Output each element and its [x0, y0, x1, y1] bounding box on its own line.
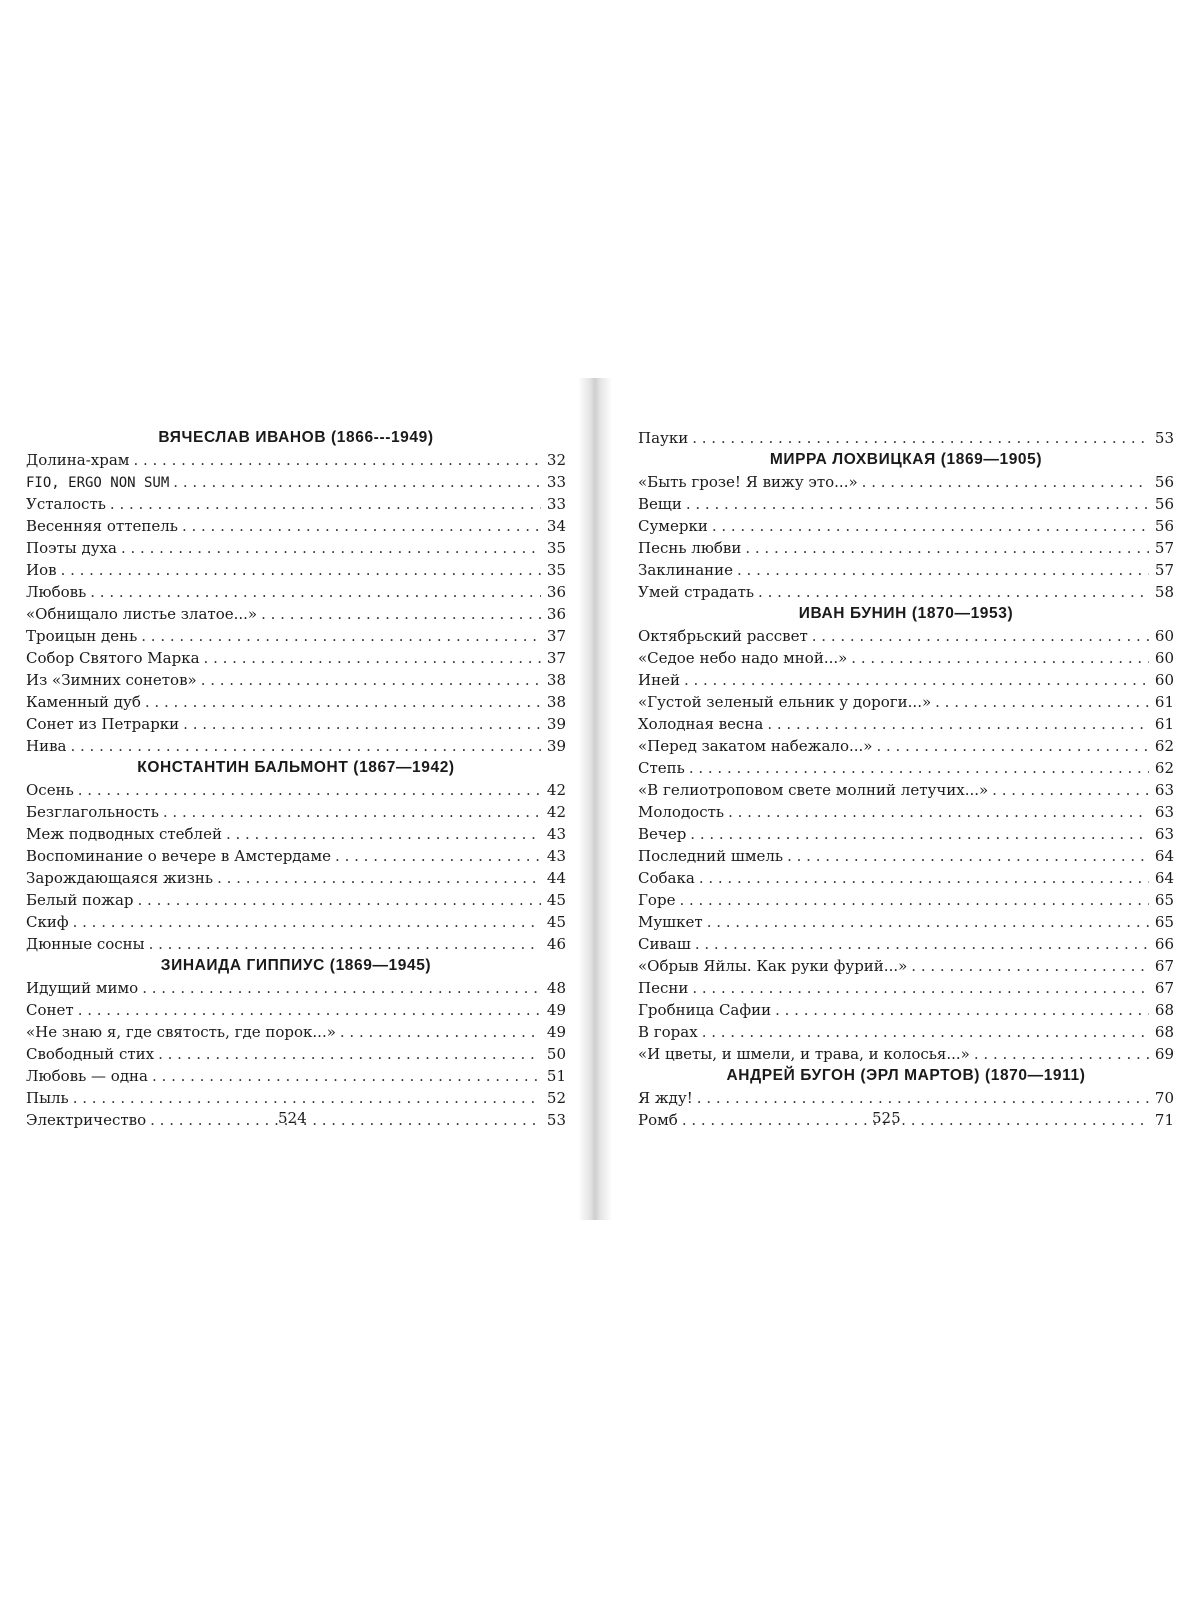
entry-title: Сонет	[26, 1001, 74, 1019]
entry-page: 33	[546, 473, 566, 491]
dot-leader	[699, 867, 1149, 889]
dot-leader	[261, 603, 541, 625]
dot-leader	[78, 999, 541, 1021]
entry-page: 42	[546, 781, 566, 799]
entry-page: 34	[546, 517, 566, 535]
author-heading: АНДРЕЙ БУГОН (ЭРЛ МАРТОВ) (1870—1911)	[726, 1067, 1086, 1084]
entry-title: Скиф	[26, 913, 69, 931]
toc-entry	[638, 669, 1174, 691]
entry-page: 56	[1154, 495, 1174, 513]
entry-title: Иней	[638, 671, 680, 689]
toc-entry	[26, 1021, 566, 1043]
dot-leader	[692, 977, 1149, 999]
dot-leader	[150, 1109, 541, 1131]
entry-page: 45	[546, 913, 566, 931]
dot-leader	[121, 537, 541, 559]
toc-entry	[26, 779, 566, 801]
entry-page: 49	[546, 1023, 566, 1041]
toc-entry	[26, 867, 566, 889]
dot-leader	[812, 625, 1149, 647]
toc-entry	[638, 999, 1174, 1021]
entry-title: «Не знаю я, где святость, где порок...»	[26, 1023, 336, 1041]
left-page	[26, 427, 566, 1131]
author-heading: ВЯЧЕСЛАВ ИВАНОВ (1866---1949)	[158, 429, 434, 446]
toc-entry	[638, 625, 1174, 647]
toc-entry	[26, 625, 566, 647]
right-page	[638, 427, 1174, 1131]
dot-leader	[682, 1109, 1149, 1131]
toc-entry	[26, 713, 566, 735]
toc-entry	[26, 999, 566, 1021]
toc-entry	[26, 911, 566, 933]
dot-leader	[787, 845, 1149, 867]
toc-list	[638, 1087, 1174, 1131]
dot-leader	[689, 757, 1149, 779]
toc-list	[638, 471, 1174, 603]
entry-page: 69	[1154, 1045, 1174, 1063]
entry-title: Безглагольность	[26, 803, 159, 821]
entry-title: Любовь	[26, 583, 87, 601]
book-gutter	[578, 378, 612, 1220]
entry-title: Гробница Сафии	[638, 1001, 772, 1019]
entry-page: 65	[1154, 913, 1174, 931]
entry-title: Октябрьский рассвет	[638, 627, 808, 645]
dot-leader	[133, 449, 540, 471]
entry-title: «В гелиотроповом свете молний летучих...»	[638, 781, 989, 799]
entry-page: 43	[546, 825, 566, 843]
toc-entry	[638, 1021, 1174, 1043]
dot-leader	[692, 427, 1149, 449]
toc-entry	[638, 471, 1174, 493]
entry-page: 57	[1154, 539, 1174, 557]
entry-title: Троицын день	[26, 627, 138, 645]
entry-title: Свободный стих	[26, 1045, 155, 1063]
toc-entry	[638, 757, 1174, 779]
entry-page: 56	[1154, 473, 1174, 491]
toc-entry	[638, 955, 1174, 977]
toc-entry	[638, 713, 1174, 735]
toc-entry	[638, 493, 1174, 515]
entry-page: 44	[546, 869, 566, 887]
dot-leader	[61, 559, 541, 581]
dot-leader	[340, 1021, 541, 1043]
dot-leader	[758, 581, 1149, 603]
entry-title: «Седое небо надо мной...»	[638, 649, 848, 667]
dot-leader	[145, 691, 541, 713]
toc-entry	[638, 691, 1174, 713]
toc-entry	[26, 603, 566, 625]
entry-title: Меж подводных стеблей	[26, 825, 222, 843]
dot-leader	[745, 537, 1149, 559]
dot-leader	[712, 515, 1149, 537]
entry-page: 71	[1154, 1111, 1174, 1129]
dot-leader	[679, 889, 1148, 911]
toc-entry	[26, 449, 566, 471]
dot-leader	[911, 955, 1149, 977]
dot-leader	[728, 801, 1149, 823]
entry-page: 61	[1154, 693, 1174, 711]
entry-title: Весенняя оттепель	[26, 517, 178, 535]
entry-page: 64	[1154, 869, 1174, 887]
toc-entry	[26, 669, 566, 691]
dot-leader	[684, 669, 1149, 691]
dot-leader	[204, 647, 541, 669]
entry-page: 60	[1154, 627, 1174, 645]
toc-list	[26, 977, 566, 1131]
entry-page: 33	[546, 495, 566, 513]
entry-page: 49	[546, 1001, 566, 1019]
entry-title: Мушкет	[638, 913, 703, 931]
entry-page: 32	[546, 451, 566, 469]
entry-title: «Быть грозе! Я вижу это...»	[638, 473, 858, 491]
dot-leader	[686, 493, 1149, 515]
toc-entry	[638, 933, 1174, 955]
entry-title: Нива	[26, 737, 67, 755]
toc-entry	[638, 911, 1174, 933]
toc-list	[638, 427, 1174, 449]
toc-entry	[26, 559, 566, 581]
entry-page: 70	[1154, 1089, 1174, 1107]
entry-title: Горе	[638, 891, 676, 909]
toc-entry	[638, 889, 1174, 911]
entry-page: 65	[1154, 891, 1174, 909]
entry-page: 57	[1154, 561, 1174, 579]
entry-title: Пыль	[26, 1089, 69, 1107]
toc-entry	[26, 1087, 566, 1109]
dot-leader	[158, 1043, 541, 1065]
entry-title: Песнь любви	[638, 539, 742, 557]
entry-page: 51	[546, 1067, 566, 1085]
toc-entry	[638, 845, 1174, 867]
entry-title: Умей страдать	[638, 583, 755, 601]
toc-entry	[26, 1043, 566, 1065]
toc-entry	[26, 537, 566, 559]
toc-entry	[638, 801, 1174, 823]
toc-entry	[638, 867, 1174, 889]
entry-title: Из «Зимних сонетов»	[26, 671, 197, 689]
entry-title: Я жду!	[638, 1089, 693, 1107]
toc-list	[26, 449, 566, 757]
entry-page: 46	[546, 935, 566, 953]
dot-leader	[217, 867, 541, 889]
dot-leader	[163, 801, 541, 823]
entry-page: 58	[1154, 583, 1174, 601]
dot-leader	[182, 515, 541, 537]
entry-page: 36	[546, 605, 566, 623]
toc-entry	[638, 427, 1174, 449]
entry-title: Осень	[26, 781, 74, 799]
entry-title: Иов	[26, 561, 57, 579]
entry-page: 36	[546, 583, 566, 601]
page-number: 524	[278, 1109, 307, 1127]
dot-leader	[138, 889, 541, 911]
dot-leader	[152, 1065, 541, 1087]
entry-page: 60	[1154, 649, 1174, 667]
dot-leader	[775, 999, 1149, 1021]
entry-page: 67	[1154, 957, 1174, 975]
toc-entry	[26, 889, 566, 911]
entry-page: 62	[1154, 759, 1174, 777]
dot-leader	[862, 471, 1149, 493]
author-heading: МИРРА ЛОХВИЦКАЯ (1869—1905)	[769, 451, 1043, 468]
entry-page: 38	[546, 671, 566, 689]
entry-title: Собор Святого Марка	[26, 649, 200, 667]
toc-entry	[26, 977, 566, 999]
entry-title: Долина-храм	[26, 451, 130, 469]
dot-leader	[702, 1021, 1149, 1043]
dot-leader	[73, 911, 541, 933]
entry-title: В горах	[638, 1023, 698, 1041]
entry-page: 39	[546, 715, 566, 733]
toc-entry	[26, 933, 566, 955]
author-heading: ИВАН БУНИН (1870—1953)	[798, 605, 1014, 622]
entry-page: 63	[1154, 803, 1174, 821]
toc-entry	[638, 779, 1174, 801]
entry-page: 67	[1154, 979, 1174, 997]
entry-page: 64	[1154, 847, 1174, 865]
toc-entry	[638, 1043, 1174, 1065]
toc-entry	[638, 1109, 1174, 1131]
entry-title: Белый пожар	[26, 891, 134, 909]
entry-title: «Густой зеленый ельник у дороги...»	[638, 693, 932, 711]
dot-leader	[935, 691, 1149, 713]
entry-title: Воспоминание о вечере в Амстердаме	[26, 847, 332, 865]
toc-entry	[26, 581, 566, 603]
entry-page: 66	[1154, 935, 1174, 953]
toc-entry	[26, 515, 566, 537]
entry-page: 37	[546, 627, 566, 645]
dot-leader	[697, 1087, 1149, 1109]
entry-page: 53	[1154, 429, 1174, 447]
dot-leader	[767, 713, 1149, 735]
entry-page: 52	[546, 1089, 566, 1107]
entry-title: Поэты духа	[26, 539, 117, 557]
dot-leader	[78, 779, 541, 801]
entry-title: Электричество	[26, 1111, 147, 1129]
dot-leader	[876, 735, 1148, 757]
toc-entry	[26, 647, 566, 669]
entry-page: 60	[1154, 671, 1174, 689]
toc-entry	[638, 977, 1174, 999]
dot-leader	[690, 823, 1149, 845]
entry-title: Идущий мимо	[26, 979, 139, 997]
entry-title: Пауки	[638, 429, 689, 447]
entry-page: 43	[546, 847, 566, 865]
dot-leader	[992, 779, 1149, 801]
dot-leader	[142, 977, 541, 999]
entry-page: 53	[546, 1111, 566, 1129]
dot-leader	[149, 933, 541, 955]
entry-title: Вечер	[638, 825, 687, 843]
dot-leader	[173, 471, 541, 493]
entry-title: Песни	[638, 979, 689, 997]
dot-leader	[335, 845, 541, 867]
page-number: 525	[872, 1109, 901, 1127]
entry-title: Вещи	[638, 495, 682, 513]
dot-leader	[183, 713, 541, 735]
entry-page: 62	[1154, 737, 1174, 755]
dot-leader	[110, 493, 541, 515]
entry-page: 68	[1154, 1023, 1174, 1041]
toc-entry	[26, 1065, 566, 1087]
toc-entry	[638, 647, 1174, 669]
dot-leader	[974, 1043, 1149, 1065]
entry-title: Ромб	[638, 1111, 678, 1129]
dot-leader	[226, 823, 541, 845]
entry-page: 37	[546, 649, 566, 667]
toc-list	[26, 779, 566, 955]
entry-title: Сонет из Петрарки	[26, 715, 180, 733]
entry-page: 61	[1154, 715, 1174, 733]
toc-entry	[638, 823, 1174, 845]
entry-title: «Перед закатом набежало...»	[638, 737, 873, 755]
toc-entry	[638, 515, 1174, 537]
author-heading: ЗИНАИДА ГИППИУС (1869—1945)	[160, 957, 432, 974]
entry-page: 63	[1154, 825, 1174, 843]
entry-page: 56	[1154, 517, 1174, 535]
entry-page: 50	[546, 1045, 566, 1063]
entry-page: 38	[546, 693, 566, 711]
toc-entry	[638, 559, 1174, 581]
dot-leader	[70, 735, 540, 757]
dot-leader	[695, 933, 1149, 955]
entry-title: Молодость	[638, 803, 725, 821]
dot-leader	[141, 625, 541, 647]
toc-entry	[26, 735, 566, 757]
entry-page: 68	[1154, 1001, 1174, 1019]
entry-title: Сумерки	[638, 517, 708, 535]
entry-title: «Обрыв Яйлы. Как руки фурий...»	[638, 957, 908, 975]
dot-leader	[851, 647, 1149, 669]
entry-title: Степь	[638, 759, 685, 777]
author-heading: КОНСТАНТИН БАЛЬМОНТ (1867—1942)	[137, 759, 455, 776]
dot-leader	[90, 581, 541, 603]
entry-page: 39	[546, 737, 566, 755]
entry-page: 35	[546, 539, 566, 557]
entry-title: Сиваш	[638, 935, 691, 953]
entry-title: Зарождающаяся жизнь	[26, 869, 214, 887]
dot-leader	[737, 559, 1149, 581]
toc-entry	[26, 823, 566, 845]
toc-entry	[638, 581, 1174, 603]
entry-title: Любовь — одна	[26, 1067, 148, 1085]
entry-title: Каменный дуб	[26, 693, 141, 711]
dot-leader	[73, 1087, 541, 1109]
entry-title: «Обнищало листье златое...»	[26, 605, 258, 623]
entry-title: «И цветы, и шмели, и трава, и колосья...»	[638, 1045, 970, 1063]
dot-leader	[707, 911, 1149, 933]
toc-entry	[26, 493, 566, 515]
entry-title: Холодная весна	[638, 715, 764, 733]
entry-title: Усталость	[26, 495, 106, 513]
entry-title: Заклинание	[638, 561, 734, 579]
entry-page: 42	[546, 803, 566, 821]
toc-entry	[638, 735, 1174, 757]
toc-entry	[26, 845, 566, 867]
entry-title: Собака	[638, 869, 695, 887]
entry-page: 48	[546, 979, 566, 997]
toc-entry	[26, 471, 566, 493]
entry-page: 63	[1154, 781, 1174, 799]
entry-page: 45	[546, 891, 566, 909]
toc-entry	[638, 537, 1174, 559]
entry-title: FIO, ERGO NON SUM	[26, 475, 170, 491]
toc-list	[638, 625, 1174, 1065]
dot-leader	[201, 669, 541, 691]
toc-entry	[26, 691, 566, 713]
toc-entry	[638, 1087, 1174, 1109]
entry-title: Дюнные сосны	[26, 935, 145, 953]
entry-page: 35	[546, 561, 566, 579]
toc-entry	[26, 801, 566, 823]
entry-title: Последний шмель	[638, 847, 784, 865]
